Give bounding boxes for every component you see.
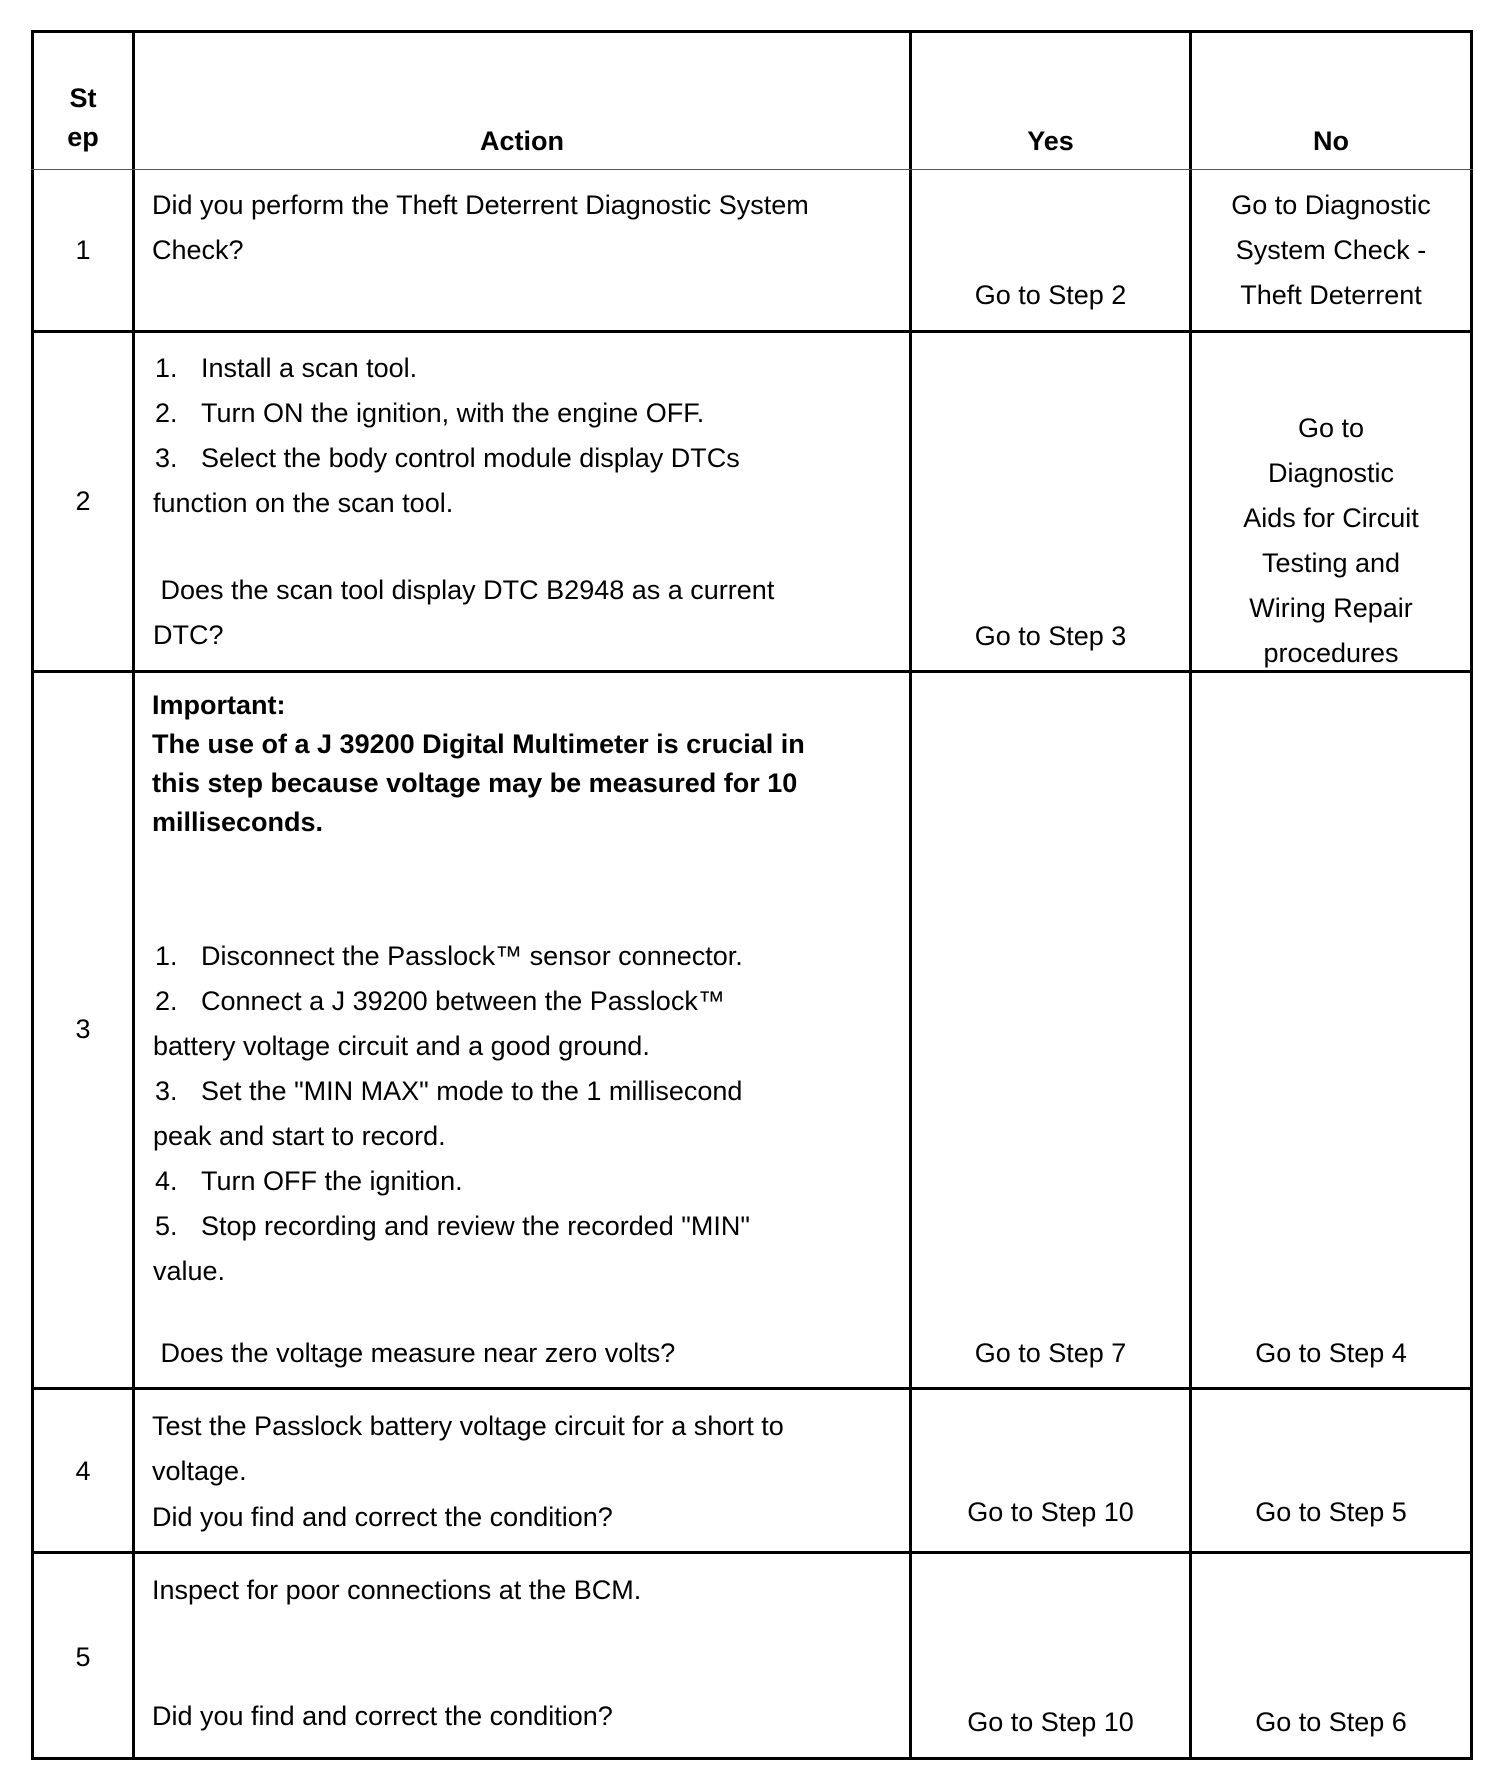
no-link[interactable]: Go to Step 4: [1255, 1338, 1407, 1368]
important-text: The use of a J 39200 Digital Multimeter is crucial in: [152, 729, 805, 759]
no-link[interactable]: Go to Diagnostic System Check - Theft Deterrent: [1231, 190, 1431, 310]
yes-link[interactable]: Go to Step 10: [967, 1497, 1134, 1527]
list-item: 1. Disconnect the Passlock™ sensor connector.: [155, 941, 743, 971]
list-item: 3. Set the "MIN MAX" mode to the 1 millisecond: [155, 1076, 743, 1106]
row-divider: [31, 1387, 1473, 1390]
important-heading: Important:: [152, 690, 286, 720]
list-item: 3. Select the body control module display DTCs: [155, 443, 740, 473]
yes-link[interactable]: Go to Step 3: [974, 621, 1127, 651]
action-steps: 1. Disconnect the Passlock™ sensor connector. 2. Connect a J 39200 between the Passlock™ battery voltage circuit and a good ground. 3. Set the "MIN MAX" mode to the 1 millisecond peak and start to record. 4. Turn OFF the ignition. 5. Stop recording and review the recorded "MIN" value.: [153, 934, 903, 1294]
header-step: St ep: [67, 83, 99, 152]
question-text: Did you find and correct the condition?: [152, 1701, 613, 1731]
step-number: 3: [75, 1014, 91, 1044]
table-border-right: [1470, 30, 1473, 1760]
yes-link[interactable]: Go to Step 7: [974, 1338, 1127, 1368]
step-number: 4: [75, 1456, 91, 1486]
no-link[interactable]: Go to Step 5: [1255, 1497, 1407, 1527]
header-divider: [31, 169, 1473, 170]
step-number: 5: [75, 1642, 91, 1672]
table-border-left: [31, 30, 34, 1760]
yes-link[interactable]: Go to Step 2: [974, 280, 1127, 310]
question-text: Did you find and correct the condition?: [152, 1502, 613, 1532]
list-item: 2. Connect a J 39200 between the Passlock™: [155, 986, 725, 1016]
list-item: 5. Stop recording and review the recorded "MIN": [155, 1211, 750, 1241]
no-link[interactable]: Go to Step 6: [1255, 1707, 1407, 1737]
step-number: 2: [75, 486, 91, 516]
yes-link[interactable]: Go to Step 10: [967, 1707, 1134, 1737]
action-text: 1. Install a scan tool. 2. Turn ON the ignition, with the engine OFF. 3. Select the body control module display DTCs function on the scan tool. Does the scan tool display DTC B2948 as a current DTC?: [153, 346, 903, 658]
action-text: Test the Passlock battery voltage circuit for a short to voltage.: [152, 1411, 784, 1486]
header-action: Action: [480, 126, 564, 156]
action-text: Inspect for poor connections at the BCM.: [152, 1575, 642, 1605]
header-yes: Yes: [1027, 126, 1074, 156]
list-item: 2. Turn ON the ignition, with the engine OFF.: [155, 398, 705, 428]
column-divider: [132, 30, 135, 1760]
row-divider: [31, 1551, 1473, 1554]
list-item: 4. Turn OFF the ignition.: [155, 1166, 463, 1196]
step-number: 1: [75, 235, 91, 265]
table-border-top: [31, 30, 1473, 33]
action-text: Important: The use of a J 39200 Digital Multimeter is crucial in this step because voltage may be measured for 10 milliseconds.: [152, 686, 902, 842]
row-divider: [31, 330, 1473, 333]
header-no: No: [1313, 126, 1349, 156]
no-link[interactable]: Go to Diagnostic Aids for Circuit Testing and Wiring Repair procedures: [1243, 413, 1419, 668]
diagnostic-table: [31, 30, 1473, 1760]
table-border-bottom: [31, 1757, 1473, 1760]
action-text: Did you perform the Theft Deterrent Diagnostic System Check?: [152, 190, 809, 265]
question-text: Does the voltage measure near zero volts?: [153, 1338, 676, 1368]
list-item: 1. Install a scan tool.: [155, 353, 418, 383]
